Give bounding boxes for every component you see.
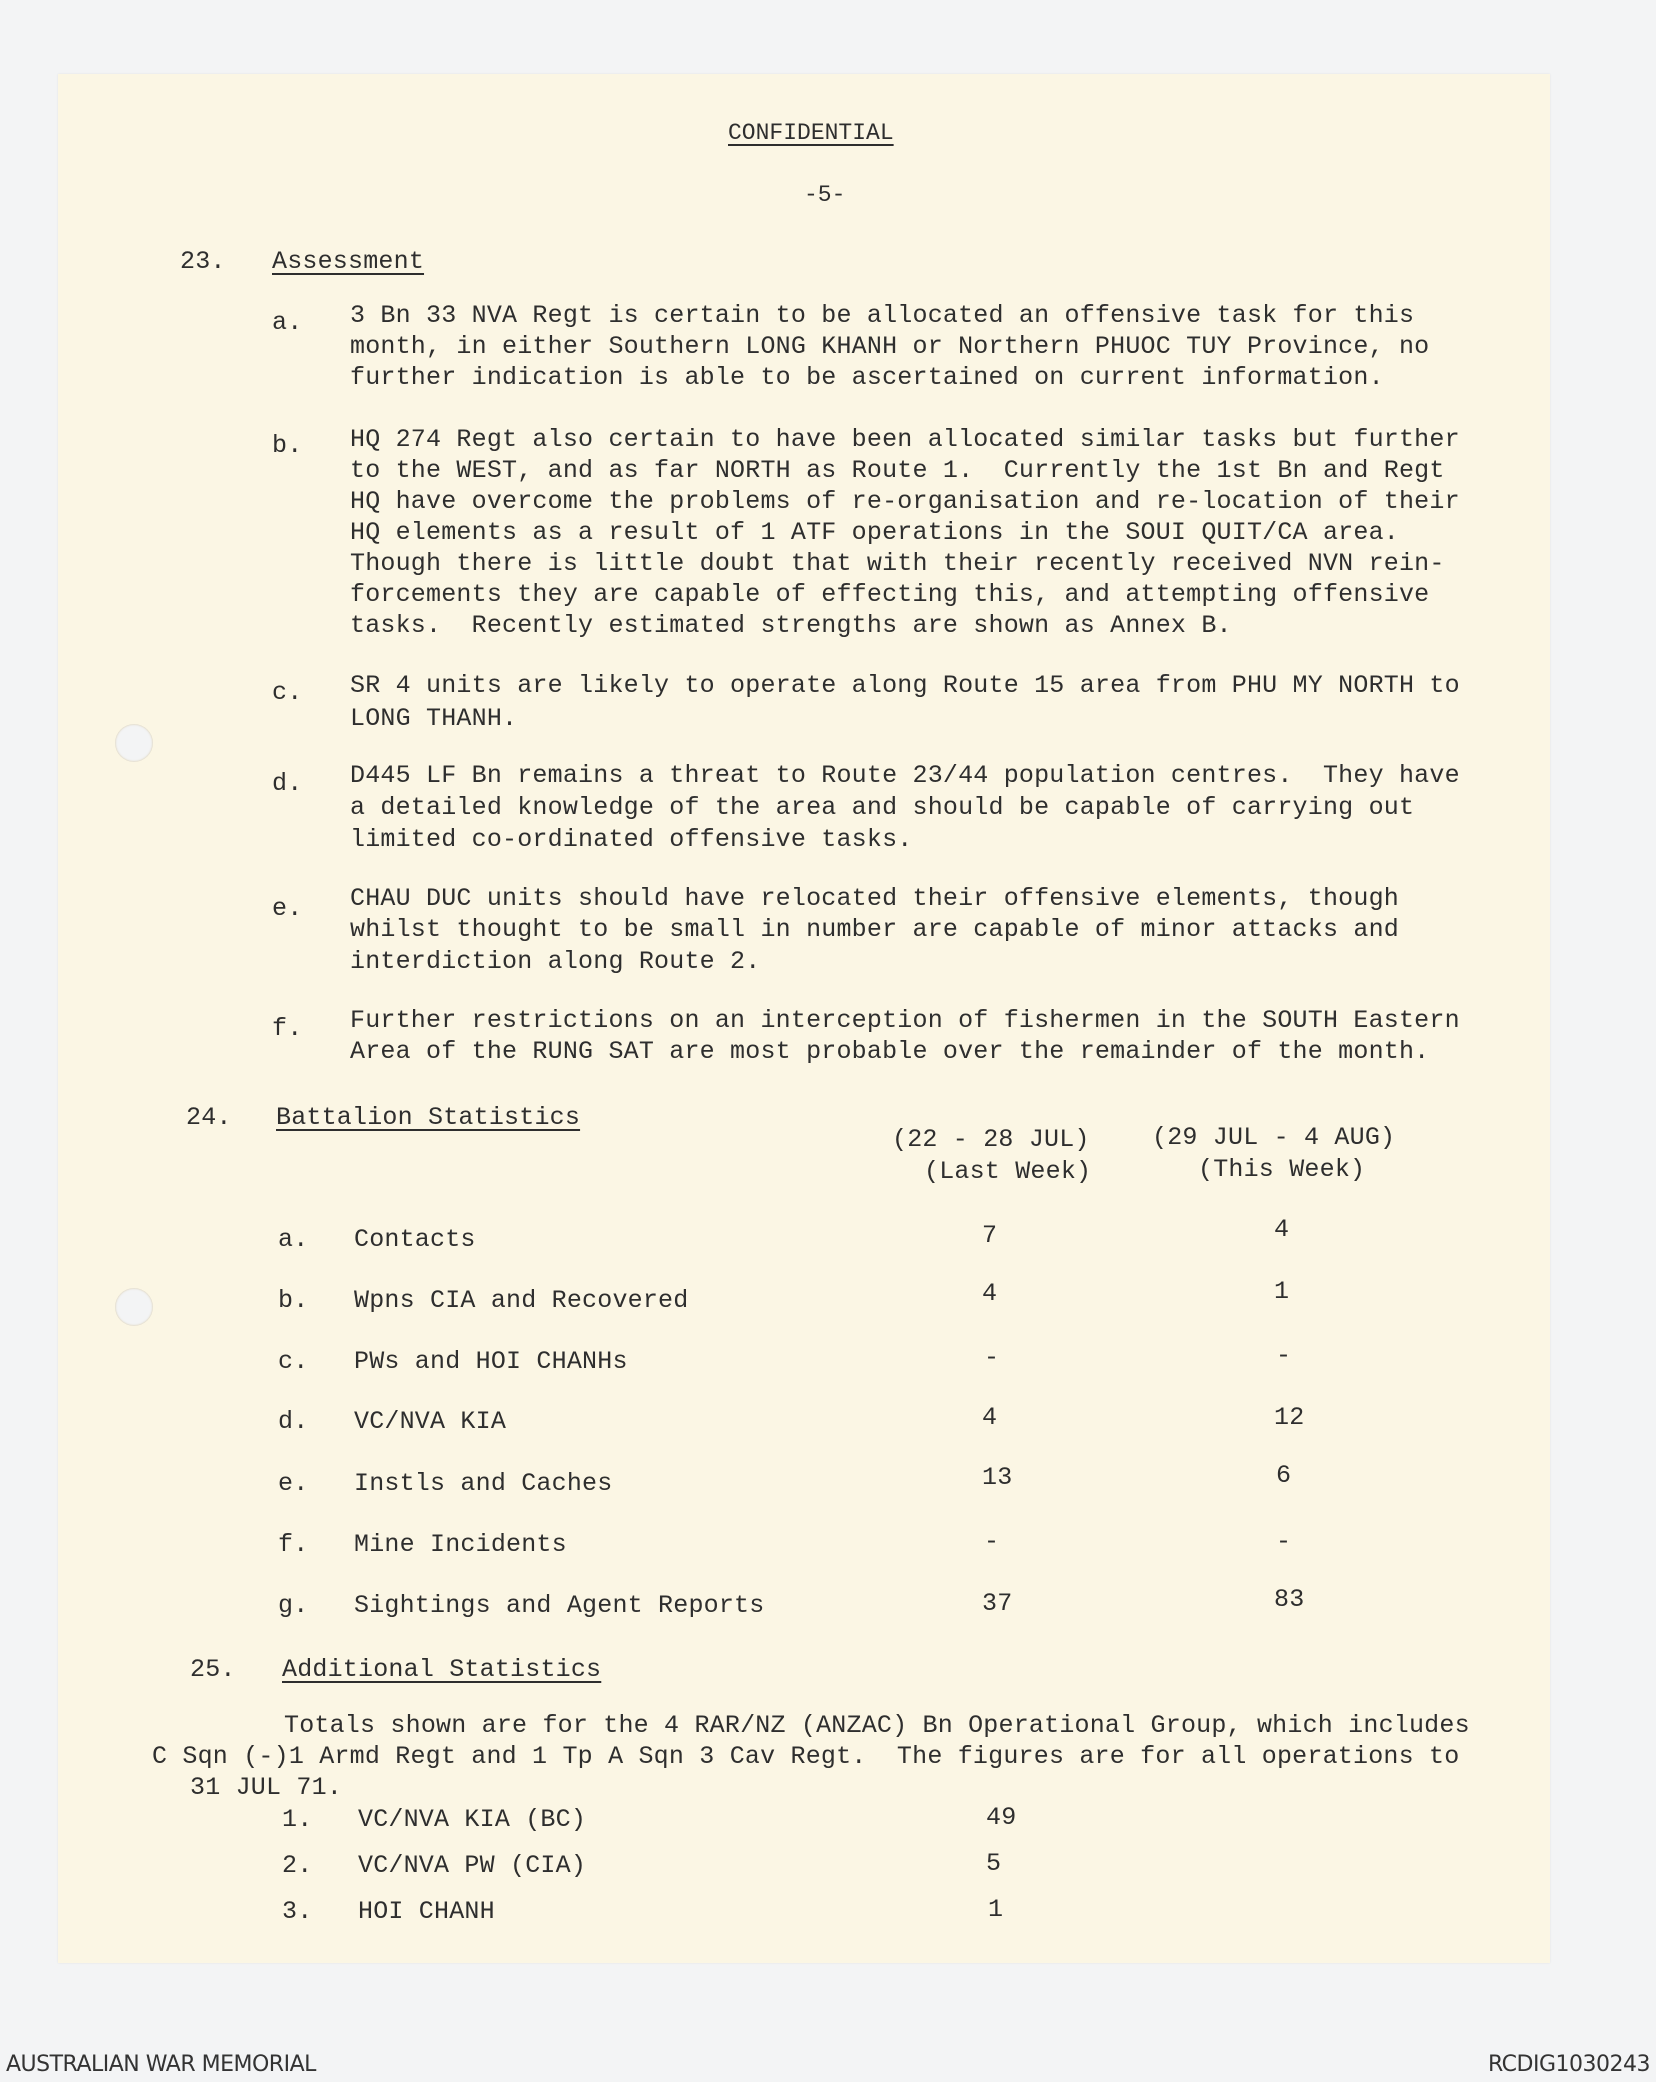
section-number: 23. <box>180 247 226 276</box>
item-line: further indication is able to be ascertained on current information. <box>350 363 1384 392</box>
section-title: Battalion Statistics <box>276 1103 581 1132</box>
this-week-value: 83 <box>1274 1585 1305 1614</box>
item-line: HQ elements as a result of 1 ATF operations in the SOUI QUIT/CA area. <box>350 518 1399 547</box>
row-item: Wpns CIA and Recovered <box>354 1286 689 1315</box>
punch-hole <box>115 1288 153 1326</box>
item-line: month, in either Southern LONG KHANH or Northern PHUOC TUY Province, no <box>350 332 1430 361</box>
list-item-label: 3. <box>282 1897 313 1926</box>
section-title: Additional Statistics <box>282 1655 602 1684</box>
last-week-value: 37 <box>982 1589 1013 1618</box>
section-number: 25. <box>190 1655 236 1684</box>
item-label: a. <box>272 308 303 337</box>
this-week-value: 6 <box>1276 1461 1292 1490</box>
row-item: VC/NVA KIA <box>354 1407 507 1436</box>
row-label: e. <box>278 1469 309 1498</box>
item-label: b. <box>272 431 303 460</box>
list-item-value: 1 <box>988 1895 1004 1924</box>
item-line: tasks. Recently estimated strengths are shown as Annex B. <box>350 611 1232 640</box>
row-item: Mine Incidents <box>354 1530 567 1559</box>
column-header-label: (Last Week) <box>924 1157 1092 1186</box>
list-item-text: HOI CHANH <box>358 1897 495 1926</box>
item-line: Area of the RUNG SAT are most probable over the remainder of the month. <box>350 1037 1430 1066</box>
section-number: 24. <box>186 1103 232 1132</box>
row-item: PWs and HOI CHANHs <box>354 1347 628 1376</box>
last-week-value: 13 <box>982 1463 1013 1492</box>
item-label: d. <box>272 769 303 798</box>
row-item: Instls and Caches <box>354 1469 613 1498</box>
last-week-value: 4 <box>982 1279 998 1308</box>
archive-reference-id: RCDIG1030243 <box>1487 2052 1650 2077</box>
item-label: f. <box>272 1014 303 1043</box>
item-line: interdiction along Route 2. <box>350 947 761 976</box>
item-line: Though there is little doubt that with their recently received NVN rein- <box>350 549 1445 578</box>
column-header-label: (This Week) <box>1198 1155 1366 1184</box>
row-item: Sightings and Agent Reports <box>354 1591 765 1620</box>
item-line: HQ 274 Regt also certain to have been allocated similar tasks but further <box>350 425 1460 454</box>
intro-line: 31 JUL 71. <box>190 1773 343 1802</box>
item-line: SR 4 units are likely to operate along Route 15 area from PHU MY NORTH to <box>350 671 1460 700</box>
row-label: f. <box>278 1530 309 1559</box>
archive-source-label: AUSTRALIAN WAR MEMORIAL <box>6 2052 316 2077</box>
item-label: e. <box>272 894 303 923</box>
this-week-value: 12 <box>1274 1403 1305 1432</box>
list-item-label: 1. <box>282 1805 313 1834</box>
item-line: 3 Bn 33 NVA Regt is certain to be allocated an offensive task for this <box>350 301 1415 330</box>
last-week-value: 4 <box>982 1403 998 1432</box>
item-label: c. <box>272 678 303 707</box>
column-header-period: (22 - 28 JUL) <box>892 1125 1090 1154</box>
item-line: a detailed knowledge of the area and should be capable of carrying out <box>350 793 1415 822</box>
this-week-value: - <box>1276 1527 1292 1556</box>
list-item-value: 49 <box>986 1803 1017 1832</box>
last-week-value: 7 <box>982 1221 998 1250</box>
item-line: whilst thought to be small in number are capable of minor attacks and <box>350 915 1399 944</box>
item-line: to the WEST, and as far NORTH as Route 1. Currently the 1st Bn and Regt <box>350 456 1445 485</box>
list-item-text: VC/NVA PW (CIA) <box>358 1851 587 1880</box>
row-label: g. <box>278 1591 309 1620</box>
section-title: Assessment <box>272 247 425 276</box>
this-week-value: 4 <box>1274 1215 1290 1244</box>
list-item-label: 2. <box>282 1851 313 1880</box>
last-week-value: - <box>984 1527 1000 1556</box>
intro-line: C Sqn (-)1 Armd Regt and 1 Tp A Sqn 3 Cav Regt. The figures are for all operations to <box>152 1742 1460 1771</box>
page-number: -5- <box>804 182 846 208</box>
classification-heading: CONFIDENTIAL <box>728 120 894 146</box>
item-line: forcements they are capable of effecting this, and attempting offensive <box>350 580 1430 609</box>
list-item-value: 5 <box>986 1849 1002 1878</box>
punch-hole <box>115 724 153 762</box>
row-label: a. <box>278 1225 309 1254</box>
this-week-value: 1 <box>1274 1277 1290 1306</box>
item-line: limited co-ordinated offensive tasks. <box>350 825 913 854</box>
item-line: Further restrictions on an interception of fishermen in the SOUTH Eastern <box>350 1006 1460 1035</box>
item-line: D445 LF Bn remains a threat to Route 23/44 population centres. They have <box>350 761 1460 790</box>
column-header-period: (29 JUL - 4 AUG) <box>1152 1123 1396 1152</box>
item-line: HQ have overcome the problems of re-organisation and re-location of their <box>350 487 1460 516</box>
last-week-value: - <box>984 1343 1000 1372</box>
row-label: b. <box>278 1286 309 1315</box>
this-week-value: - <box>1276 1341 1292 1370</box>
item-line: LONG THANH. <box>350 704 518 733</box>
list-item-text: VC/NVA KIA (BC) <box>358 1805 587 1834</box>
row-item: Contacts <box>354 1225 476 1254</box>
row-label: c. <box>278 1347 309 1376</box>
item-line: CHAU DUC units should have relocated their offensive elements, though <box>350 884 1399 913</box>
row-label: d. <box>278 1407 309 1436</box>
intro-line: Totals shown are for the 4 RAR/NZ (ANZAC) Bn Operational Group, which includes <box>284 1711 1470 1740</box>
